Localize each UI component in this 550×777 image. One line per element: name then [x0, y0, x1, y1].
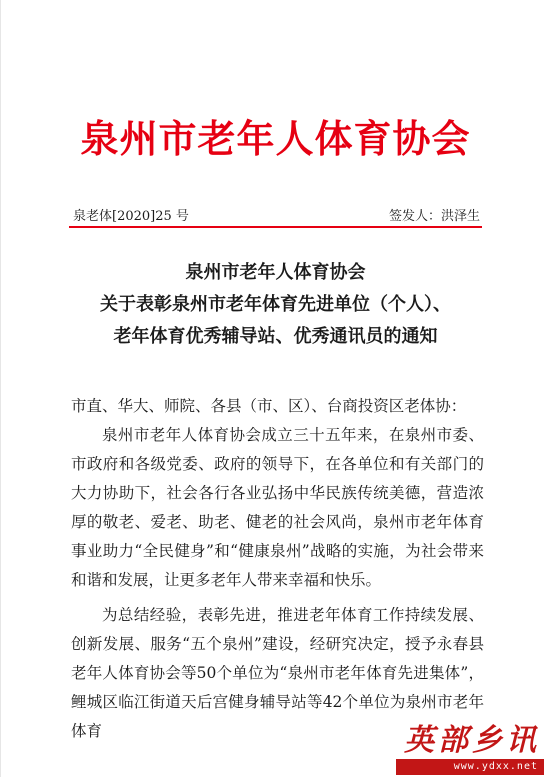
- watermark-logo-text: 英部乡讯: [404, 723, 540, 758]
- document-meta: [73, 205, 480, 224]
- notice-title-line-3: 老年体育优秀辅导站、优秀通讯员的通知: [113, 326, 438, 347]
- notice-body: [71, 392, 484, 746]
- watermark-url: www.ydxx.net: [396, 759, 544, 775]
- salutation: 市直、华大、师院、各县（市、区）、台商投资区老体协：: [71, 397, 467, 415]
- notice-title-line-2: 关于表彰泉州市老年体育先进单位（个人）、: [100, 294, 451, 315]
- issuer: 签发人：洪泽生: [388, 209, 480, 224]
- red-divider: [69, 226, 482, 228]
- notice-title-line-1: 泉州市老年人体育协会: [185, 262, 366, 283]
- body-paragraph-1: 泉州市老年人体育协会成立三十五年来，在泉州市委、市政府和各级党委、政府的领导下，在各单位和有关部门的大力协助下，社会各行各业弘扬中华民族传统美德，营造浓厚的敬老、爱老、助老、健老的社会风尚，泉州市老年体育事业助力“全民健身”和“健康泉州”战略的实施，为社会带来和谐和发展，让更多老年人带来幸福和快乐。: [71, 426, 484, 589]
- org-title: 泉州市老年人体育协会: [80, 116, 471, 161]
- body-paragraph-2: 为总结经验，表彰先进，推进老年体育工作持续发展、创新发展、服务“五个泉州”建设，经研究决定，授予永春县老年人体育协会等50个单位为“泉州市老年体育先进集体”，鲤城区临江街道天后宫健身辅导站等42个单位为泉州市老年体育: [71, 606, 484, 740]
- doc-number: 泉老体[2020]25 号: [73, 209, 189, 224]
- site-watermark: [396, 715, 544, 775]
- notice-title: [1, 257, 550, 353]
